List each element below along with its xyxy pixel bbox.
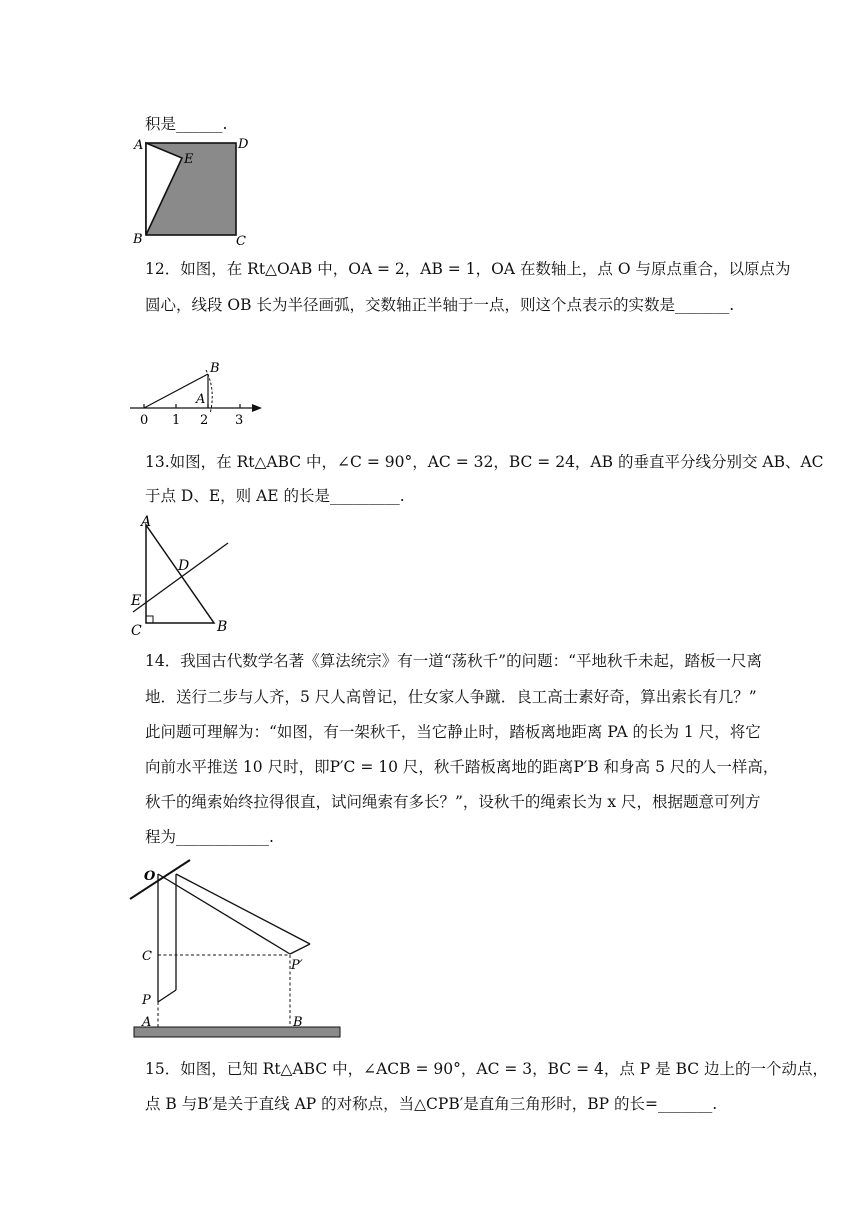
q12-text-line-2: 圆心，线段 OB 长为半径画弧，交数轴正半轴于一点，则这个点表示的实数是_______. <box>145 296 735 314</box>
q14-figure-swing <box>128 856 348 1042</box>
q14-label-b: B <box>293 1015 303 1030</box>
q11-label-a: A <box>134 138 144 153</box>
q13-text-line-1: 13.如图，在 Rt△ABC 中，∠C = 90°，AC = 32，BC = 24，AB 的垂直平分线分别交 AB、AC <box>145 453 824 471</box>
q14-text-line-6: 程为____________. <box>145 828 274 846</box>
q14-label-a: A <box>142 1015 152 1030</box>
q15-text-line-2: 点 B 与B′是关于直线 AP 的对称点，当△CPB′是直角三角形时，BP 的长=_______. <box>145 1095 718 1113</box>
q11-label-b: B <box>133 232 143 247</box>
q15-text-line-1: 15．如图，已知 Rt△ABC 中，∠ACB = 90°，AC = 3，BC = 4，点 P 是 BC 边上的一个动点， <box>145 1060 829 1078</box>
q14-label-p-prime: P′ <box>291 958 303 973</box>
q11-label-e: E <box>184 152 194 167</box>
q12-label-b: B <box>210 361 220 376</box>
q11-text-line-1: 积是______. <box>145 115 228 133</box>
q13-label-b: B <box>217 619 228 635</box>
q13-label-e: E <box>131 593 142 609</box>
q12-tick-1: 1 <box>172 413 181 428</box>
q13-text-line-2: 于点 D、E，则 AE 的长是_________. <box>145 487 405 505</box>
q14-label-p: P <box>142 993 151 1008</box>
q12-text-line-1: 12．如图，在 Rt△OAB 中，OA = 2，AB = 1，OA 在数轴上，点 O 与原点重合，以原点为 <box>145 260 791 278</box>
q14-label-o: O <box>144 869 156 884</box>
q12-tick-2: 2 <box>200 413 209 428</box>
q14-text-line-2: 地．送行二步与人齐，5 尺人高曾记，仕女家人争蹴．良工高士素好奇，算出索长有几？” <box>145 688 757 706</box>
q12-label-a: A <box>196 392 206 407</box>
q13-label-c: C <box>131 623 142 638</box>
q14-text-line-4: 向前水平推送 10 尺时，即P′C = 10 尺，秋千踏板离地的距离P′B 和身高 5 尺的人一样高， <box>145 758 779 776</box>
q11-label-d: D <box>238 137 249 152</box>
q14-text-line-5: 秋千的绳索始终拉得很直，试问绳索有多长？”，设秋千的绳索长为 x 尺，根据题意可列方 <box>145 793 761 811</box>
q14-label-c: C <box>142 949 152 964</box>
q12-figure-number-line <box>128 356 268 430</box>
q14-text-line-3: 此问题可理解为：“如图，有一架秋千，当它静止时，踏板离地距离 PA 的长为 1 尺，将它 <box>145 723 761 741</box>
q14-text-line-1: 14．我国古代数学名著《算法统宗》有一道“荡秋千”的问题：“平地秋千未起，踏板一尺离 <box>145 652 762 670</box>
q13-label-a: A <box>141 514 152 530</box>
q12-tick-3: 3 <box>235 413 244 428</box>
q13-figure-triangle <box>128 510 238 638</box>
q11-label-c: C <box>236 234 246 249</box>
q11-figure-square <box>128 132 258 250</box>
q13-label-d: D <box>178 558 190 574</box>
q12-tick-0: 0 <box>140 413 149 428</box>
